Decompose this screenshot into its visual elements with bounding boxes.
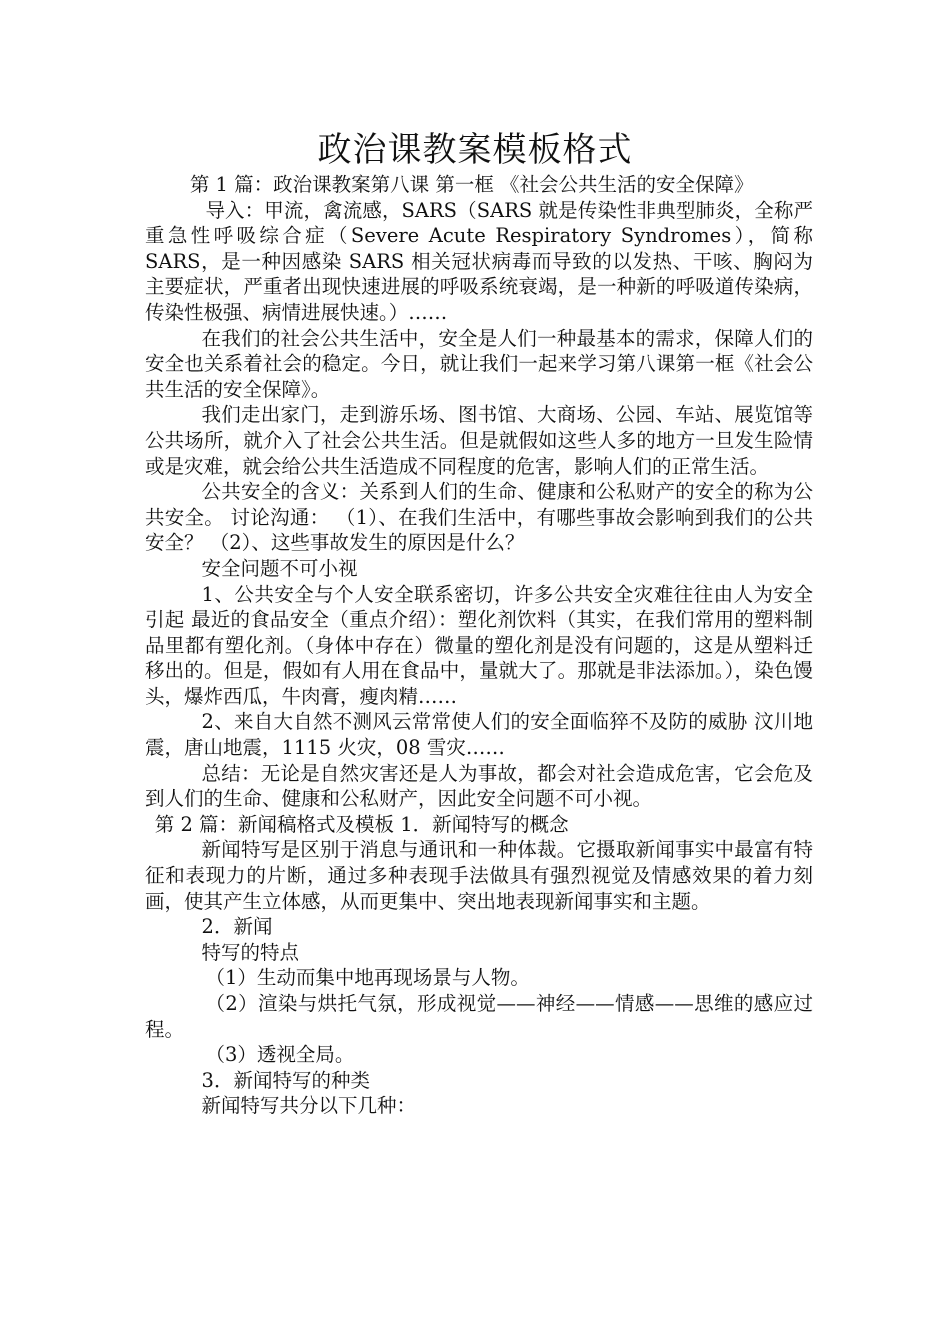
paragraph: 特写的特点 xyxy=(201,940,300,964)
paragraph: 新闻特写共分以下几种： xyxy=(201,1094,417,1118)
document-body xyxy=(145,172,813,1119)
paragraph: 公共安全的含义：关系到人们的生命、健康和公私财产的安全的称为公共安全。 讨论沟通： （1）、在我们生活中，有哪些事故会影响到我们的公共安全？ （2）、这些事故发生的原因是什么？ xyxy=(145,480,813,555)
paragraph: 安全问题不可小视 xyxy=(201,556,358,580)
paragraph: 新闻特写是区别于消息与通讯和一种体裁。它摄取新闻事实中最富有特征和表现力的片断，通过多种表现手法做具有强烈视觉及情感效果的着力刻画，使其产生立体感，从而更集中、突出地表现新闻事实和主题。 xyxy=(145,838,813,913)
paragraph: 3．新闻特写的种类 xyxy=(201,1068,370,1092)
paragraph: 我们走出家门，走到游乐场、图书馆、大商场、公园、车站、展览馆等公共场所，就介入了社会公共生活。但是就假如这些人多的地方一旦发生险情或是灾难，就会给公共生活造成不同程度的危害，影响人们的正常生活。 xyxy=(145,403,813,478)
paragraph: 导入：甲流，禽流感，SARS（SARS 就是传染性非典型肺炎，全称严重急性呼吸综合症（Severe Acute Respiratory Syndromes），简称 SARS，是一种因感染 SARS 相关冠状病毒而导致的以发热、干咳、胸闷为主要症状，严重者出现快速进展的呼吸系统衰竭，是一种新的呼吸道传染病，传染性极强、病情进展快速。）…… xyxy=(145,198,813,324)
paragraph: 2、来自大自然不测风云常常使人们的安全面临猝不及防的威胁 汶川地震，唐山地震，1115 火灾，08 雪灾…… xyxy=(145,710,813,760)
paragraph: （3）透视全局。 xyxy=(205,1043,355,1067)
paragraph: 第 2 篇：新闻稿格式及模板 1．新闻特写的概念 xyxy=(154,812,569,836)
paragraph: 总结：无论是自然灾害还是人为事故，都会对社会造成危害，它会危及到人们的生命、健康和公私财产，因此安全问题不可小视。 xyxy=(145,761,813,811)
paragraph: （1）生动而集中地再现场景与人物。 xyxy=(205,966,530,990)
paragraph: （2）渲染与烘托气氛，形成视觉——神经——情感——思维的感应过程。 xyxy=(145,992,813,1041)
paragraph: 1、公共安全与个人安全联系密切，许多公共安全灾难往往由人为安全引起 最近的食品安全（重点介绍）：塑化剂饮料（其实，在我们常用的塑料制品里都有塑化剂。（身体中存在）微量的塑化剂是没有问题的，这是从塑料迁移出的。但是，假如有人用在食品中，量就大了。那就是非法添加。），染色馒头，爆炸西瓜，牛肉膏，瘦肉精…… xyxy=(145,582,813,708)
document-title: 政治课教案模板格式 xyxy=(317,130,633,170)
paragraph: 第 1 篇：政治课教案第八课 第一框 《社会公共生活的安全保障》 xyxy=(189,173,754,196)
paragraph: 在我们的社会公共生活中，安全是人们一种最基本的需求，保障人们的安全也关系着社会的稳定。今日，就让我们一起来学习第八课第一框《社会公共生活的安全保障》。 xyxy=(145,326,813,401)
paragraph: 2．新闻 xyxy=(201,915,273,939)
